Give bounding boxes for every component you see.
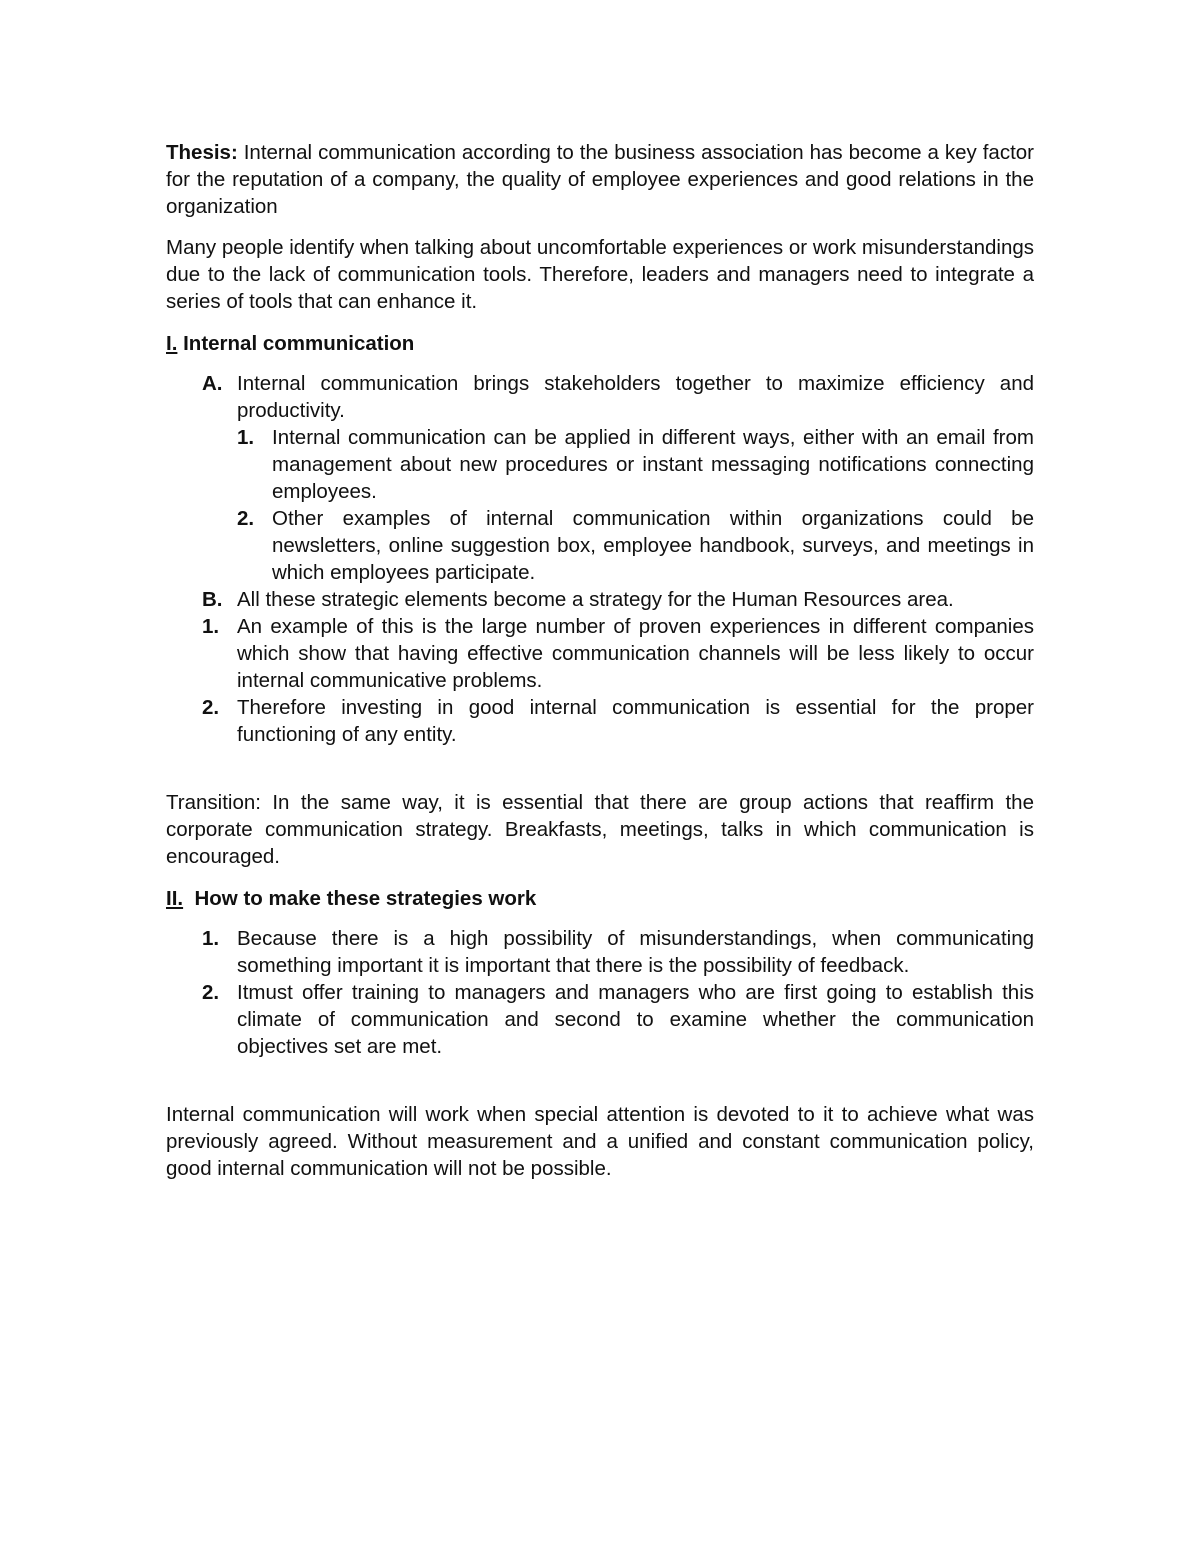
section-2-title: How to make these strategies work: [183, 887, 537, 910]
outline-text: Internal communication brings stakeholders together to maximize efficiency and productivity.: [237, 372, 1034, 422]
outline-text: An example of this is the large number of proven experiences in different companies which show that having effective communication channels will be less likely to occur internal communicative problems.: [237, 615, 1034, 692]
section-2-heading: [166, 885, 1034, 912]
outline-text: Other examples of internal communication within organizations could be newsletters, online suggestion box, employee handbook, surveys, and meetings in which employees participate.: [272, 507, 1034, 584]
outline-item: [166, 694, 1034, 748]
outline-item: [166, 505, 1034, 586]
outline-text: Internal communication can be applied in different ways, either with an email from management about new procedures or instant messaging notifications connecting employees.: [272, 426, 1034, 503]
outline-text: All these strategic elements become a strategy for the Human Resources area.: [237, 588, 954, 611]
outline-marker: 2.: [202, 696, 220, 719]
section-2-number: II.: [166, 887, 184, 910]
outline-text: Because there is a high possibility of misunderstandings, when communicating something important it is important that there is the possibility of feedback.: [237, 927, 1034, 977]
outline-marker: B.: [202, 588, 223, 611]
outline-marker: 1.: [237, 426, 255, 449]
outline-marker: 1.: [202, 927, 220, 950]
thesis-paragraph: [166, 139, 1034, 220]
intro-paragraph: Many people identify when talking about uncomfortable experiences or work misunderstandings due to the lack of communication tools. Therefore, leaders and managers need to integrate a series of tools that can enhance it.: [166, 236, 1034, 313]
outline-text: Therefore investing in good internal communication is essential for the proper functioning of any entity.: [237, 696, 1034, 746]
transition-paragraph: Transition: In the same way, it is essential that there are group actions that reaffirm the corporate communication strategy. Breakfasts, meetings, talks in which communication is encouraged.: [166, 791, 1034, 868]
outline-item: [166, 586, 1034, 613]
thesis-label: Thesis:: [166, 141, 238, 164]
outline-item: [166, 613, 1034, 694]
section-1-heading: [166, 330, 1034, 357]
section-1-title: Internal communication: [177, 332, 415, 355]
outline-item: [166, 370, 1034, 424]
outline-marker: 2.: [202, 981, 220, 1004]
document-body: [166, 139, 1034, 1182]
outline-marker: 1.: [202, 615, 220, 638]
conclusion-paragraph: Internal communication will work when special attention is devoted to it to achieve what was previously agreed. Without measurement and a unified and constant communication policy, good internal communication will not be possible.: [166, 1103, 1034, 1180]
outline-item: [166, 979, 1034, 1060]
outline-text: Itmust offer training to managers and managers who are first going to establish this climate of communication and second to examine whether the communication objectives set are met.: [237, 981, 1034, 1058]
outline-marker: 2.: [237, 507, 255, 530]
outline-item: [166, 925, 1034, 979]
thesis-text: Internal communication according to the business association has become a key factor for the reputation of a company, the quality of employee experiences and good relations in the organization: [166, 141, 1034, 218]
section-1-number: I.: [166, 332, 178, 355]
outline-item: [166, 424, 1034, 505]
outline-marker: A.: [202, 372, 223, 395]
